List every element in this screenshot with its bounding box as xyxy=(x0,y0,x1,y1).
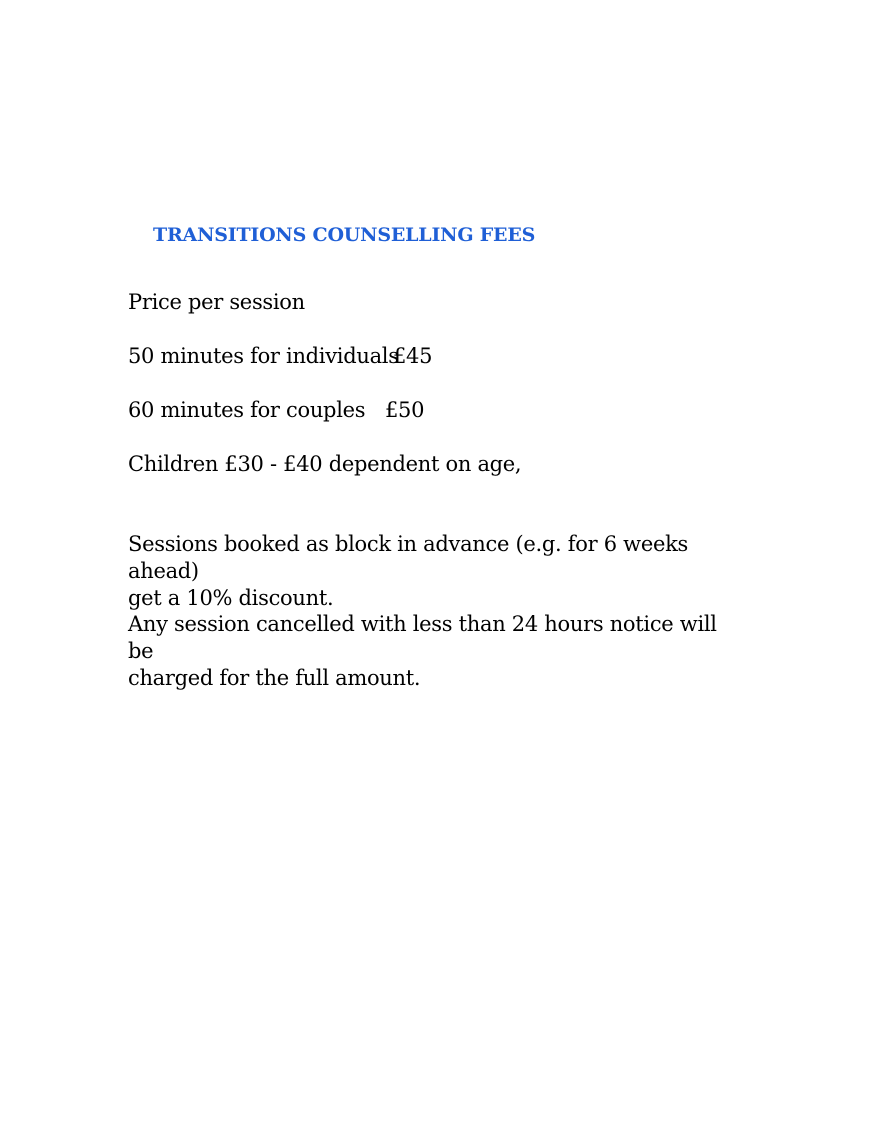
children-fee-line: Children £30 - £40 dependent on age, xyxy=(128,452,522,476)
block-discount-line-1: Sessions booked as block in advance (e.g. for 6 weeks ahead) xyxy=(128,532,688,583)
fee-label-individuals: 50 minutes for individuals xyxy=(128,344,399,368)
cancellation-line-2: charged for the full amount. xyxy=(128,666,421,690)
document-title: TRANSITIONS COUNSELLING FEES xyxy=(153,224,536,246)
block-discount-paragraph xyxy=(128,531,748,612)
cancellation-line-1: Any session cancelled with less than 24 hours notice will be xyxy=(128,612,717,663)
block-discount-line-2: get a 10% discount. xyxy=(128,586,334,610)
fee-price-couples: £50 xyxy=(385,398,425,422)
price-heading: Price per session xyxy=(128,290,305,314)
fee-row-individuals xyxy=(128,343,433,370)
cancellation-paragraph xyxy=(128,611,748,692)
fee-price-individuals: £45 xyxy=(393,344,433,368)
fee-label-couples: 60 minutes for couples xyxy=(128,398,366,422)
fee-row-couples xyxy=(128,397,425,424)
